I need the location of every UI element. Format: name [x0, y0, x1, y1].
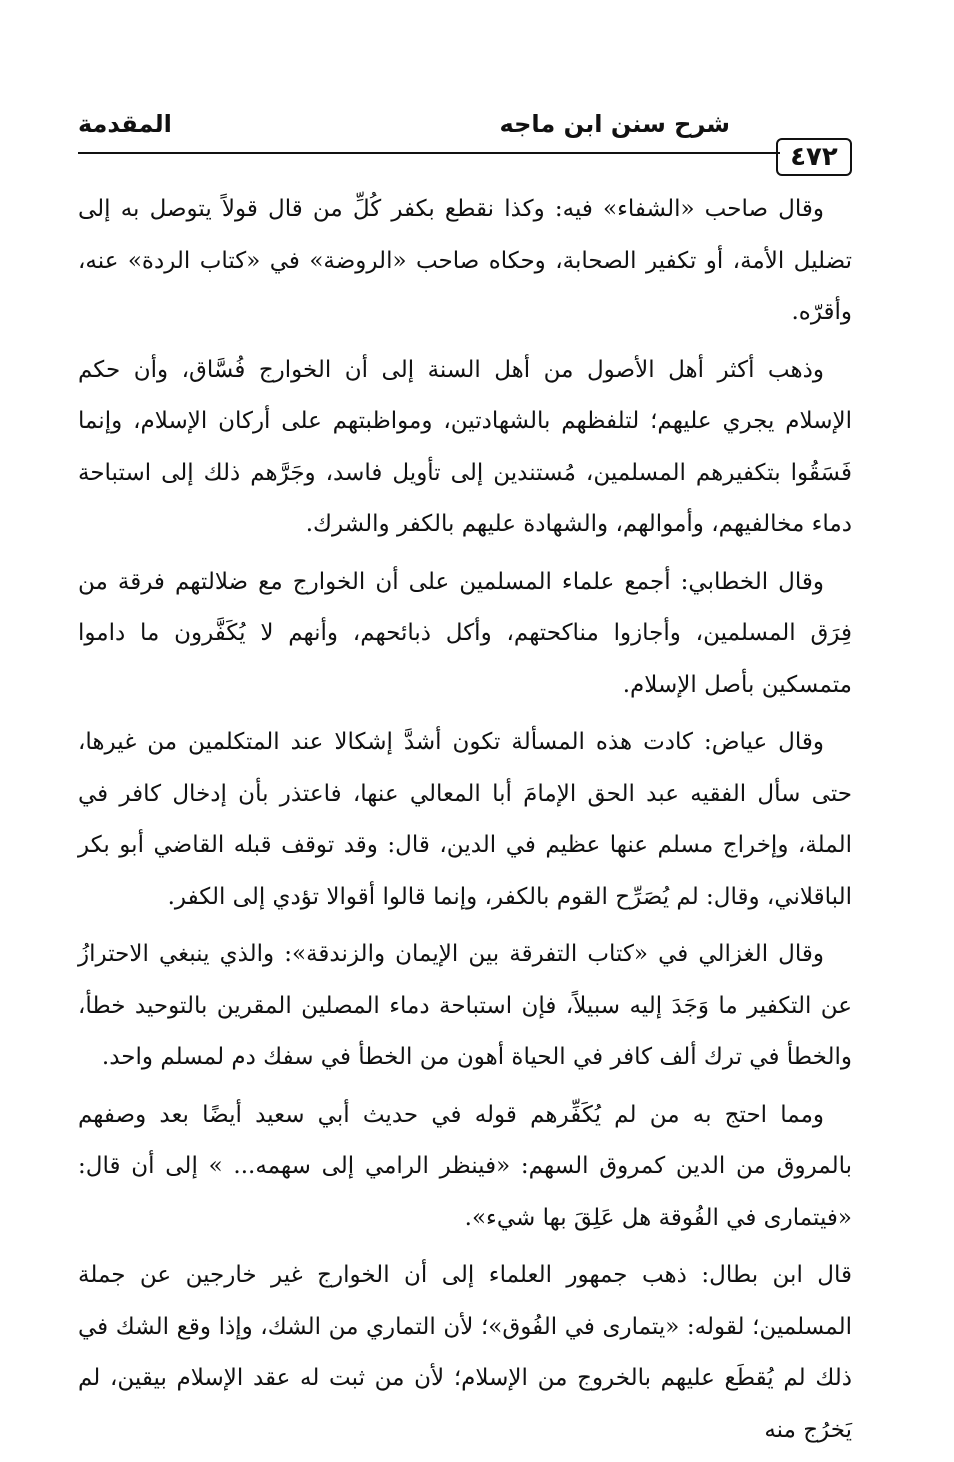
body-text [78, 184, 852, 1462]
header-rule [78, 152, 780, 154]
paragraph: قال ابن بطال: ذهب جمهور العلماء إلى أن الخوارج غير خارجين عن جملة المسلمين؛ لقوله: «يتمارى في الفُوق»؛ لأن التماري من الشك، وإذا وقع الشك في ذلك لم يُقطَع عليهم بالخروج من الإسلام؛ لأن من ثبت له عقد الإسلام بيقين، لم يَخرُج منه [78, 1262, 852, 1443]
paragraph: وقال الغزالي في «كتاب التفرقة بين الإيمان والزندقة»: والذي ينبغي الاحترازُ عن التكفير ما وَجَدَ إليه سبيلاً، فإن استباحة دماء المصلين المقرين بالتوحيد خطأ، والخطأ في ترك ألف كافر في الحياة أهون من الخطأ في سفك دم لمسلم واحد. [78, 941, 852, 1070]
page-header [78, 108, 852, 174]
page-number: ٤٧٢ [776, 138, 852, 176]
section-title: المقدمة [78, 110, 172, 138]
paragraph: وقال الخطابي: أجمع علماء المسلمين على أن الخوارج مع ضلالتهم فرقة من فِرَق المسلمين، وأجازوا مناكحتهم، وأكل ذبائحهم، وأنهم لا يُكَفَّرون ما داموا متمسكين بأصل الإسلام. [78, 568, 852, 698]
paragraph: وقال صاحب «الشفاء» فيه: وكذا نقطع بكفر كُلِّ من قال قولاً يتوصل به إلى تضليل الأمة، أو تكفير الصحابة، وحكاه صاحب «الروضة» في «كتاب الردة» عنه، وأقرّه. [78, 196, 852, 325]
book-title: شرح سنن ابن ماجه [499, 110, 730, 138]
paragraph: وذهب أكثر أهل الأصول من أهل السنة إلى أن الخوارج فُسَّاق، وأن حكم الإسلام يجري عليهم؛ لتلفظهم بالشهادتين، ومواظبتهم على أركان الإسلام، وإنما فَسَقُوا بتكفيرهم المسلمين، مُستندين إلى تأويل فاسد، وجَرَّهم ذلك إلى استباحة دماء مخالفيهم، وأموالهم، والشهادة عليهم بالكفر والشرك. [78, 356, 852, 537]
paragraph: ومما احتج به من لم يُكَفِّرهم قوله في حديث أبي سعيد أيضًا بعد وصفهم بالمروق من الدين كمروق السهم: «فينظر الرامي إلى سهمه... » إلى أن قال: «فيتمارى في الفُوقة هل عَلِقَ بها شيء». [78, 1101, 852, 1231]
paragraph: وقال عياض: كادت هذه المسألة تكون أشدَّ إشكالا عند المتكلمين من غيرها، حتى سأل الفقيه عبد الحق الإمامَ أبا المعالي عنها، فاعتذر بأن إدخال كافر في الملة، وإخراج مسلم عنها عظيم في الدين، قال: وقد توقف قبله القاضي أبو بكر الباقلاني، وقال: لم يُصَرِّح القوم بالكفر، وإنما قالوا أقوالا تؤدي إلى الكفر. [78, 729, 852, 910]
